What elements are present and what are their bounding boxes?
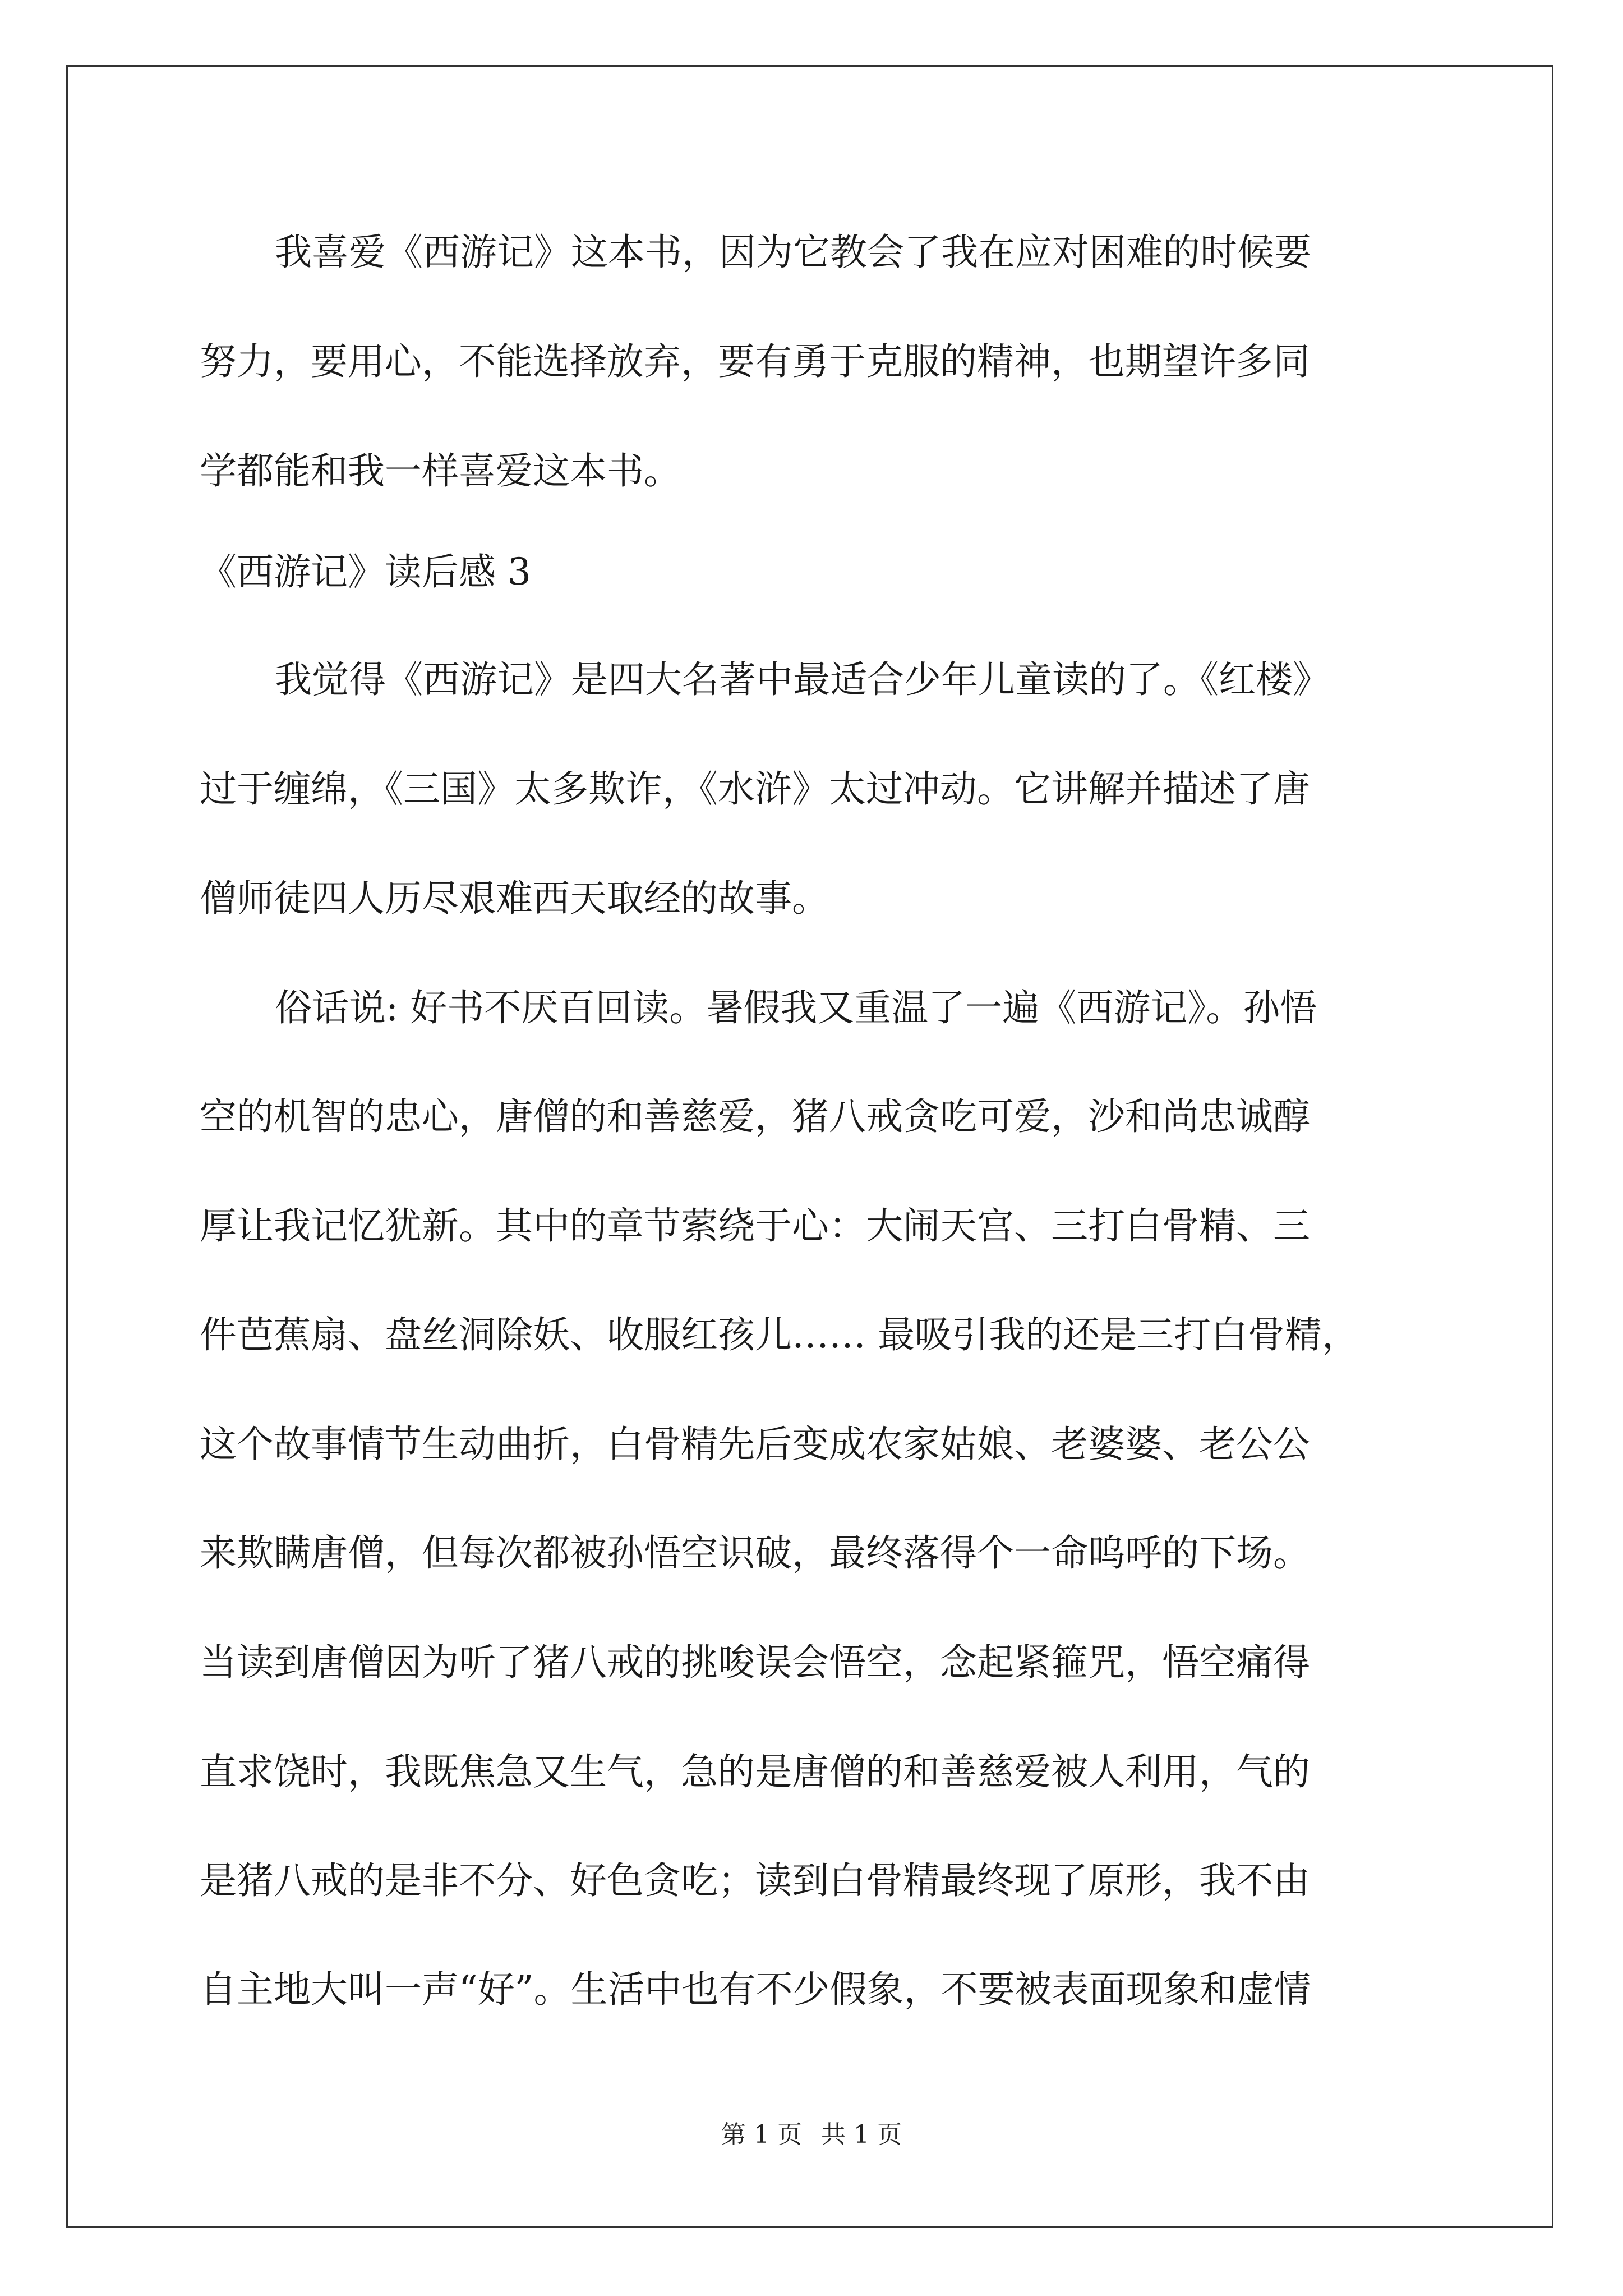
paragraph-line: 俗话说: 好书不厌百回读。暑假我又重温了一遍《西游记》。孙悟 [275, 986, 1317, 1029]
paragraph-line: 过于缠绵，《三国》太多欺诈，《水浒》太过冲动。它讲解并描述了唐 [200, 767, 1310, 811]
page-footer [0, 2118, 1623, 2152]
paragraph-line: 僧师徒四人历尽艰难西天取经的故事。 [200, 877, 829, 920]
paragraph-line: 这个故事情节生动曲折，白骨精先后变成农家姑娘、老婆婆、老公公 [200, 1423, 1310, 1466]
paragraph-line: 空的机智的忠心，唐僧的和善慈爱，猪八戒贪吃可爱，沙和尚忠诚醇 [200, 1095, 1310, 1138]
page-number-current: 第 1 页 [721, 2120, 802, 2149]
section-heading: 《西游记》读后感 3 [200, 550, 531, 593]
paragraph-line: 我觉得《西游记》是四大名著中最适合少年儿童读的了。《红楼》 [275, 658, 1330, 701]
paragraph-line: 来欺瞒唐僧，但每次都被孙悟空识破，最终落得个一命呜呼的下场。 [200, 1531, 1310, 1575]
paragraph-line: 我喜爱《西游记》这本书，因为它教会了我在应对困难的时候要 [275, 231, 1311, 274]
paragraph-line: 件芭蕉扇、盘丝洞除妖、收服红孩儿…… 最吸引我的还是三打白骨精， [200, 1313, 1359, 1356]
page-number-total: 共 1 页 [821, 2120, 902, 2149]
paragraph-line: 自主地大叫一声“好”。生活中也有不少假象，不要被表面现象和虚情 [200, 1968, 1311, 2011]
paragraph-line: 当读到唐僧因为听了猪八戒的挑唆误会悟空，念起紧箍咒，悟空痛得 [200, 1641, 1310, 1684]
paragraph-line: 努力，要用心，不能选择放弃，要有勇于克服的精神，也期望许多同 [200, 340, 1310, 383]
paragraph-line: 学都能和我一样喜爱这本书。 [200, 449, 681, 493]
paragraph-line: 是猪八戒的是非不分、好色贪吃；读到白骨精最终现了原形，我不由 [200, 1859, 1310, 1902]
paragraph-line: 直求饶时，我既焦急又生气，急的是唐僧的和善慈爱被人利用，气的 [200, 1750, 1310, 1793]
paragraph-line: 厚让我记忆犹新。其中的章节萦绕于心：大闹天宫、三打白骨精、三 [200, 1204, 1310, 1248]
